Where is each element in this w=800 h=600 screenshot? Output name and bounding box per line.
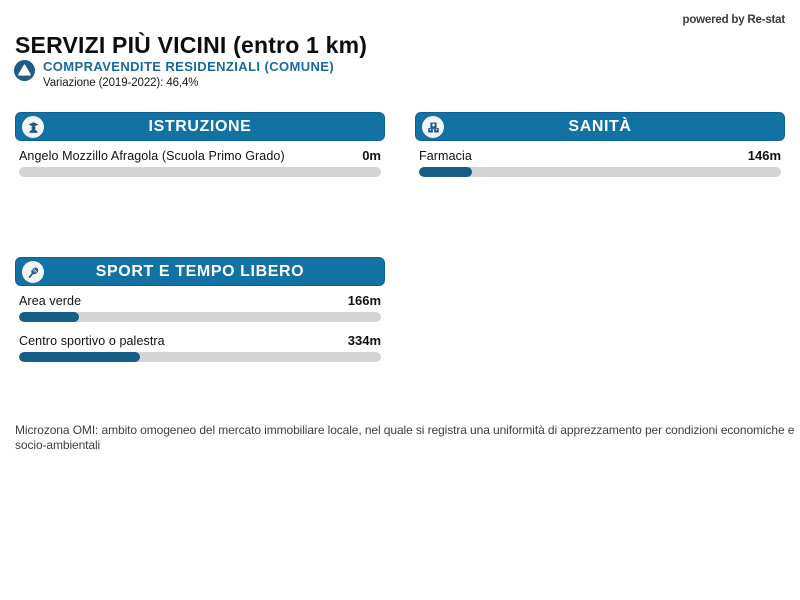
sports-icon (22, 261, 44, 283)
service-item (419, 148, 781, 177)
service-item (19, 333, 381, 362)
service-label: Centro sportivo o palestra (19, 334, 165, 348)
card-sport (15, 257, 385, 373)
distance-bar-fill (19, 352, 140, 362)
service-item (19, 148, 381, 177)
service-label: Angelo Mozzillo Afragola (Scuola Primo Grado) (19, 149, 285, 163)
card-sport-body (15, 286, 385, 362)
card-title: SPORT E TEMPO LIBERO (95, 262, 305, 280)
distance-bar-fill (19, 312, 79, 322)
card-sanita-body (415, 141, 785, 177)
education-icon (22, 116, 44, 138)
distance-bar-track (419, 167, 781, 177)
summary-compravendite (14, 59, 334, 89)
summary-title: COMPRAVENDITE RESIDENZIALI (COMUNE) (43, 59, 335, 74)
service-distance: 146m (747, 148, 781, 163)
card-title: SANITÀ (568, 117, 632, 135)
card-sport-header (15, 257, 385, 286)
card-sanita (415, 112, 785, 188)
page-title: SERVIZI PIÙ VICINI (entro 1 km) (15, 32, 368, 59)
distance-bar-track (19, 312, 381, 322)
delta-icon (14, 60, 35, 81)
service-label: Farmacia (419, 149, 472, 163)
card-istruzione-body (15, 141, 385, 177)
service-distance: 334m (347, 333, 381, 348)
card-title: ISTRUZIONE (148, 117, 252, 135)
service-label: Area verde (19, 294, 82, 308)
powered-by-label: powered by Re-stat (682, 14, 785, 26)
service-distance: 0m (362, 148, 381, 163)
card-istruzione-header (15, 112, 385, 141)
summary-text (43, 59, 334, 89)
service-item (19, 293, 381, 322)
distance-bar-fill (419, 167, 472, 177)
distance-bar-track (19, 167, 381, 177)
service-distance: 166m (347, 293, 381, 308)
health-icon (422, 116, 444, 138)
distance-bar-track (19, 352, 381, 362)
card-sanita-header (415, 112, 785, 141)
microzona-footnote: Microzona OMI: ambito omogeneo del mercato immobiliare locale, nel quale si registra una uniformità di apprezzamento per condizioni economiche e socio-ambientali (15, 423, 795, 452)
summary-subtitle: Variazione (2019-2022): 46,4% (43, 77, 199, 89)
card-istruzione (15, 112, 385, 188)
